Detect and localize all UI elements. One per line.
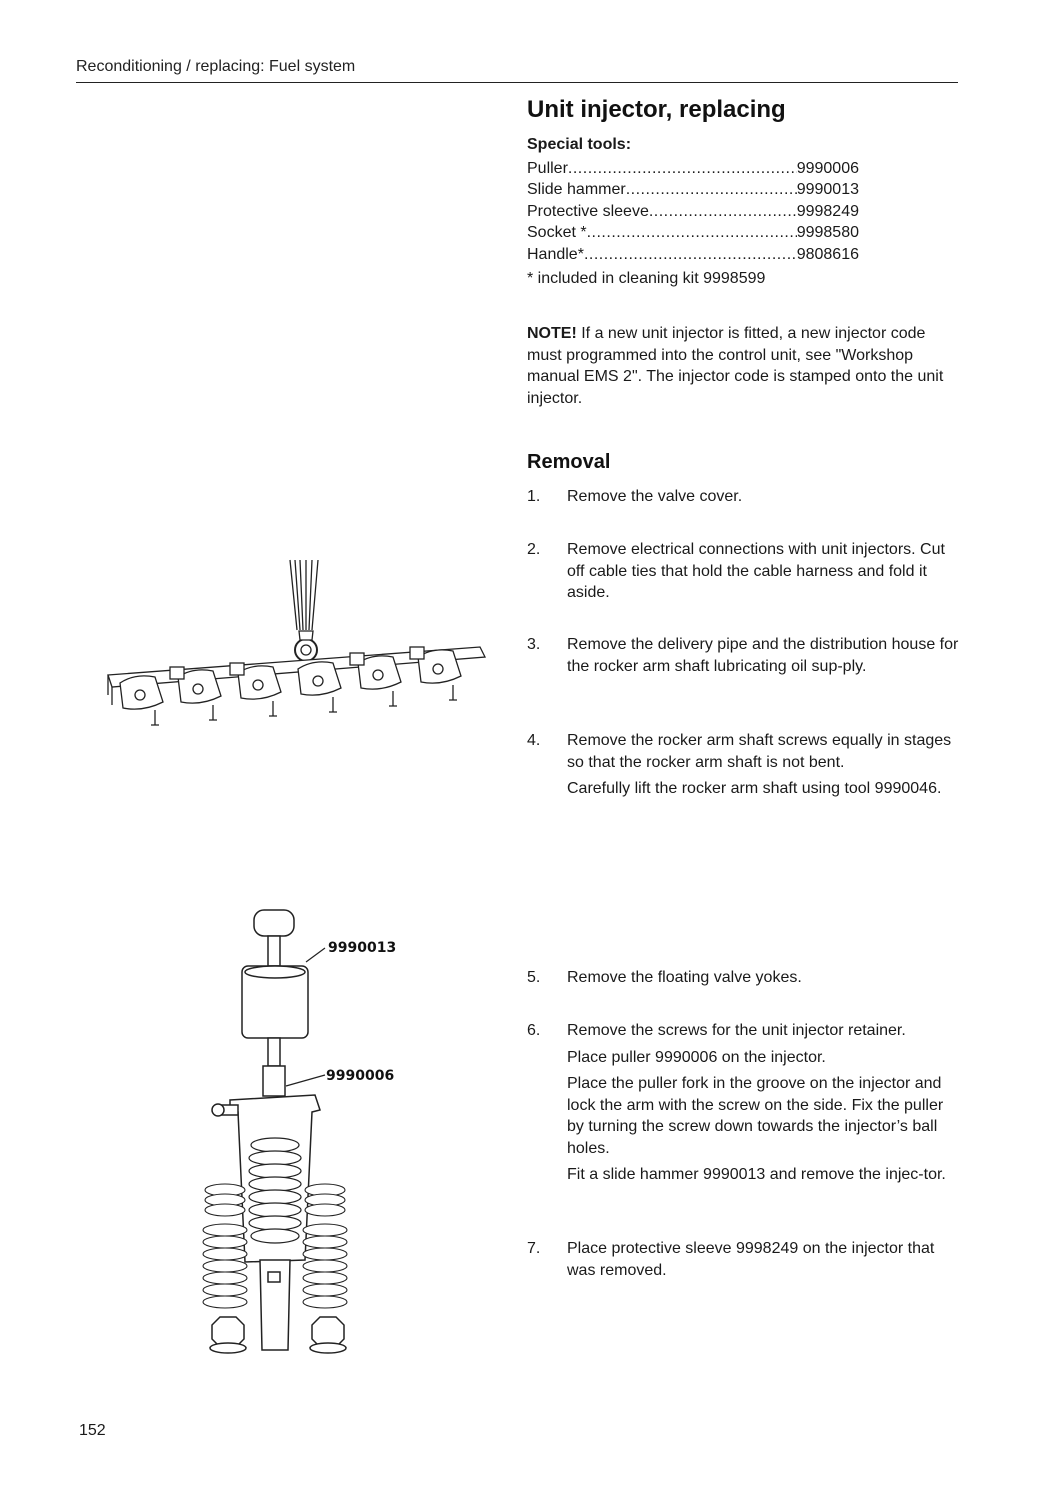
tool-row bbox=[527, 158, 859, 179]
step-text: Remove the delivery pipe and the distribution house for the rocker arm shaft lubricating oil sup-ply. bbox=[567, 636, 959, 675]
step-number: 6. bbox=[527, 1022, 541, 1039]
step-number: 1. bbox=[527, 488, 541, 505]
tool-row bbox=[527, 201, 859, 222]
step-text: Place puller 9990006 on the injector. bbox=[567, 1048, 826, 1066]
tool-name: Socket * bbox=[527, 224, 587, 242]
step-number: 3. bbox=[527, 636, 541, 653]
running-header bbox=[76, 58, 958, 83]
tool-number: 9990006 bbox=[796, 160, 859, 177]
special-tools-list bbox=[527, 158, 959, 265]
step-number: 2. bbox=[527, 541, 541, 558]
special-tools-heading: Special tools: bbox=[527, 136, 632, 153]
note-label: NOTE! bbox=[527, 325, 577, 342]
tool-name: Protective sleeve bbox=[527, 202, 649, 220]
rocker-arm-shaft-illustration bbox=[100, 555, 492, 750]
step-number: 4. bbox=[527, 732, 541, 749]
step-text: Place the puller fork in the groove on the injector and lock the arm with the screw on the side. Fix the puller by turning the screw down towards the injector’s ball holes. bbox=[567, 1075, 944, 1157]
step-text: Remove the rocker arm shaft screws equally in stages so that the rocker arm shaft is not bent. bbox=[567, 732, 952, 771]
step-text: Place protective sleeve 9998249 on the injector that was removed. bbox=[567, 1240, 935, 1279]
step-number: 7. bbox=[527, 1240, 541, 1257]
leader-dots bbox=[584, 244, 797, 265]
step-text: Carefully lift the rocker arm shaft using tool 9990046. bbox=[567, 780, 942, 797]
page-title: Unit injector, replacing bbox=[527, 96, 786, 123]
step-text: Remove the floating valve yokes. bbox=[567, 969, 802, 986]
removal-heading: Removal bbox=[527, 451, 611, 473]
tool-row bbox=[527, 179, 859, 200]
step-text: Fit a slide hammer 9990013 and remove the injec-tor. bbox=[567, 1166, 946, 1183]
tool-number: 9990013 bbox=[796, 181, 859, 199]
note-text: If a new unit injector is fitted, a new injector code must programmed into the control unit, see "Workshop manual EMS 2". The injector code is stamped onto the unit injector. bbox=[527, 325, 944, 407]
tool-number: 9808616 bbox=[796, 245, 859, 263]
tool-name: Slide hammer bbox=[527, 181, 626, 199]
figure-label-puller: 9990006 bbox=[326, 1068, 395, 1084]
tool-name: Puller bbox=[527, 160, 568, 177]
running-header-text: Reconditioning / replacing: Fuel system bbox=[76, 58, 356, 75]
injector-puller-illustration bbox=[190, 900, 420, 1365]
note-paragraph bbox=[527, 323, 959, 409]
step-text: Remove the screws for the unit injector retainer. bbox=[567, 1022, 906, 1039]
tools-footnote: * included in cleaning kit 9998599 bbox=[527, 270, 766, 287]
step-text: Remove electrical connections with unit injectors. Cut off cable ties that hold the cable harness and fold it aside. bbox=[567, 541, 945, 601]
tool-row bbox=[527, 244, 859, 265]
step-number: 5. bbox=[527, 969, 541, 986]
step-text: Remove the valve cover. bbox=[567, 488, 743, 505]
leader-dots bbox=[626, 179, 797, 200]
leader-dots bbox=[649, 201, 797, 222]
figure-label-slide-hammer: 9990013 bbox=[328, 940, 397, 956]
leader-dots bbox=[568, 158, 797, 179]
tool-number: 9998249 bbox=[796, 202, 859, 220]
tool-number: 9998580 bbox=[796, 224, 859, 242]
leader-dots bbox=[587, 222, 797, 243]
page-number: 152 bbox=[79, 1422, 106, 1439]
tool-name: Handle* bbox=[527, 245, 584, 263]
tool-row bbox=[527, 222, 859, 243]
